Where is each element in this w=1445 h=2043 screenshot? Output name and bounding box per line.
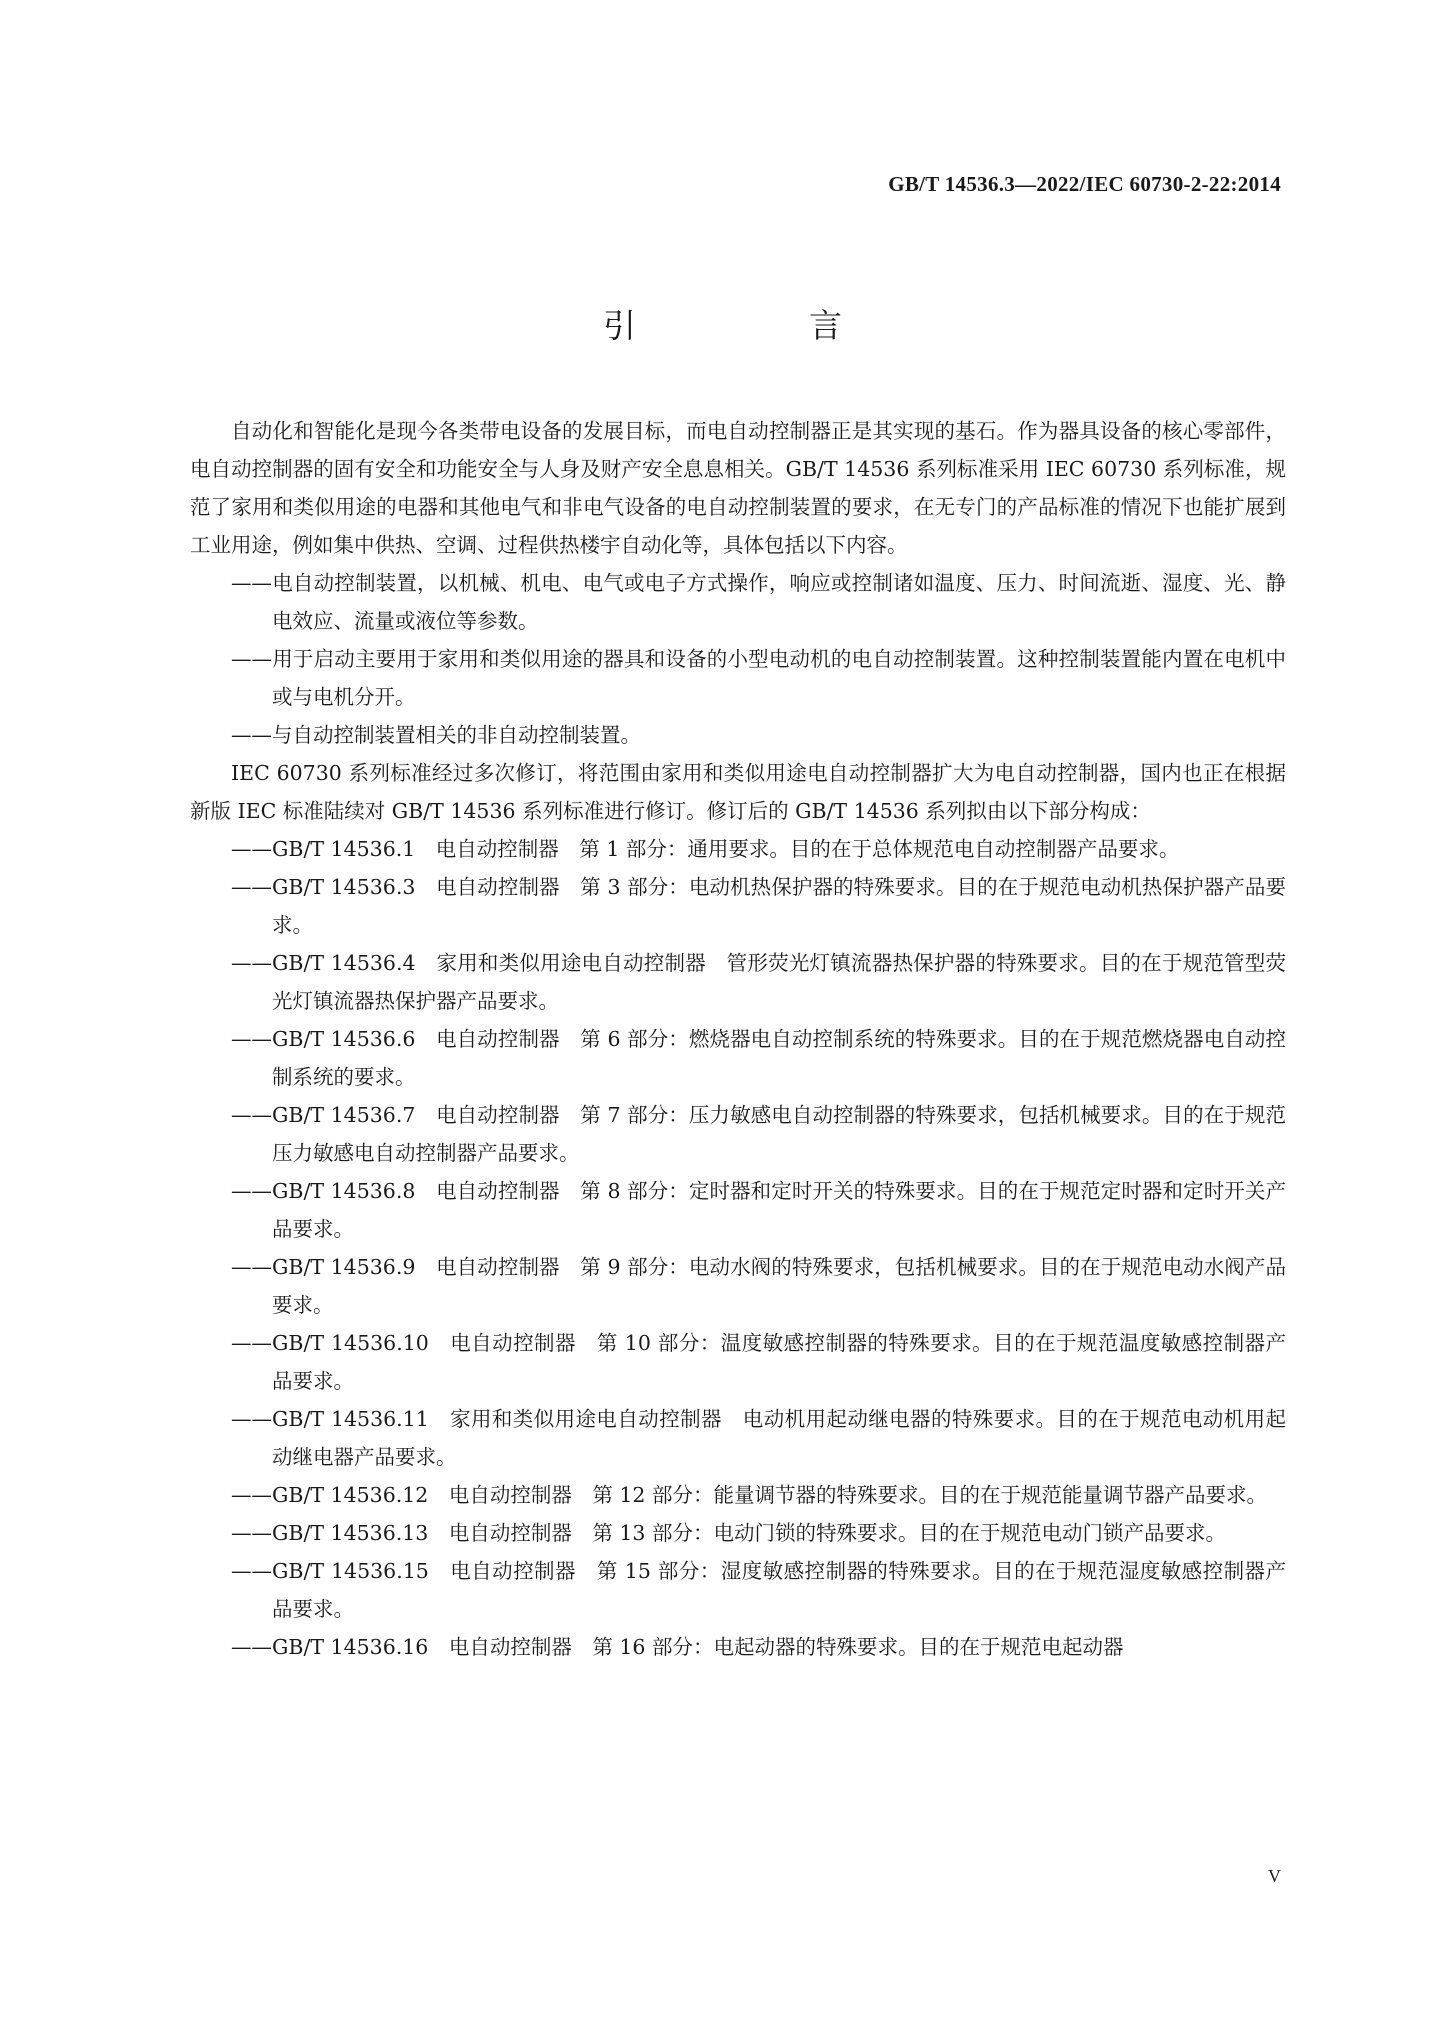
scope-list-item: ——电自动控制装置，以机械、机电、电气或电子方式操作，响应或控制诸如温度、压力、时间流逝、湿度、光、静电效应、流量或液位等参数。 xyxy=(231,571,1286,633)
part-list-item: ——GB/T 14536.9 电自动控制器 第 9 部分：电动水阀的特殊要求，包括机械要求。目的在于规范电动水阀产品要求。 xyxy=(231,1255,1286,1317)
scope-list-item: ——与自动控制装置相关的非自动控制装置。 xyxy=(231,723,641,747)
part-list-item: ——GB/T 14536.8 电自动控制器 第 8 部分：定时器和定时开关的特殊要求。目的在于规范定时器和定时开关产品要求。 xyxy=(231,1179,1286,1241)
revision-paragraph: IEC 60730 系列标准经过多次修订，将范围由家用和类似用途电自动控制器扩大为电自动控制器，国内也正在根据新版 IEC 标准陆续对 GB/T 14536 系列标准进行修订。修订后的 GB/T 14536 系列拟由以下部分构成： xyxy=(190,761,1286,823)
introduction-body xyxy=(190,412,1286,1666)
scope-list-item: ——用于启动主要用于家用和类似用途的器具和设备的小型电动机的电自动控制装置。这种控制装置能内置在电机中或与电机分开。 xyxy=(231,647,1286,709)
part-list-item: ——GB/T 14536.7 电自动控制器 第 7 部分：压力敏感电自动控制器的特殊要求，包括机械要求。目的在于规范压力敏感电自动控制器产品要求。 xyxy=(231,1103,1286,1165)
part-list-item: ——GB/T 14536.6 电自动控制器 第 6 部分：燃烧器电自动控制系统的特殊要求。目的在于规范燃烧器电自动控制系统的要求。 xyxy=(231,1027,1286,1089)
page-number: V xyxy=(1268,1866,1281,1886)
page-title: 引 言 xyxy=(603,306,912,345)
part-list-item: ——GB/T 14536.12 电自动控制器 第 12 部分：能量调节器的特殊要求。目的在于规范能量调节器产品要求。 xyxy=(231,1483,1267,1507)
part-list-item: ——GB/T 14536.10 电自动控制器 第 10 部分：温度敏感控制器的特殊要求。目的在于规范温度敏感控制器产品要求。 xyxy=(231,1331,1286,1393)
part-list-item: ——GB/T 14536.16 电自动控制器 第 16 部分：电起动器的特殊要求。目的在于规范电起动器 xyxy=(231,1635,1124,1659)
standard-code-header: GB/T 14536.3—2022/IEC 60730-2-22:2014 xyxy=(888,172,1281,196)
part-list-item: ——GB/T 14536.4 家用和类似用途电自动控制器 管形荧光灯镇流器热保护器的特殊要求。目的在于规范管型荧光灯镇流器热保护器产品要求。 xyxy=(231,951,1286,1013)
part-list-item: ——GB/T 14536.3 电自动控制器 第 3 部分：电动机热保护器的特殊要求。目的在于规范电动机热保护器产品要求。 xyxy=(231,875,1286,937)
part-list-item: ——GB/T 14536.15 电自动控制器 第 15 部分：湿度敏感控制器的特殊要求。目的在于规范湿度敏感控制器产品要求。 xyxy=(231,1559,1286,1621)
intro-paragraph: 自动化和智能化是现今各类带电设备的发展目标，而电自动控制器正是其实现的基石。作为器具设备的核心零部件，电自动控制器的固有安全和功能安全与人身及财产安全息息相关。GB/T 14536 系列标准采用 IEC 60730 系列标准，规范了家用和类似用途的电器和其他电气和非电气设备的电自动控制装置的要求，在无专门的产品标准的情况下也能扩展到工业用途，例如集中供热、空调、过程供热楼宇自动化等，具体包括以下内容。 xyxy=(190,419,1286,557)
part-list-item: ——GB/T 14536.1 电自动控制器 第 1 部分：通用要求。目的在于总体规范电自动控制器产品要求。 xyxy=(231,837,1180,861)
part-list-item: ——GB/T 14536.11 家用和类似用途电自动控制器 电动机用起动继电器的特殊要求。目的在于规范电动机用起动继电器产品要求。 xyxy=(231,1407,1286,1469)
part-list-item: ——GB/T 14536.13 电自动控制器 第 13 部分：电动门锁的特殊要求。目的在于规范电动门锁产品要求。 xyxy=(231,1521,1226,1545)
